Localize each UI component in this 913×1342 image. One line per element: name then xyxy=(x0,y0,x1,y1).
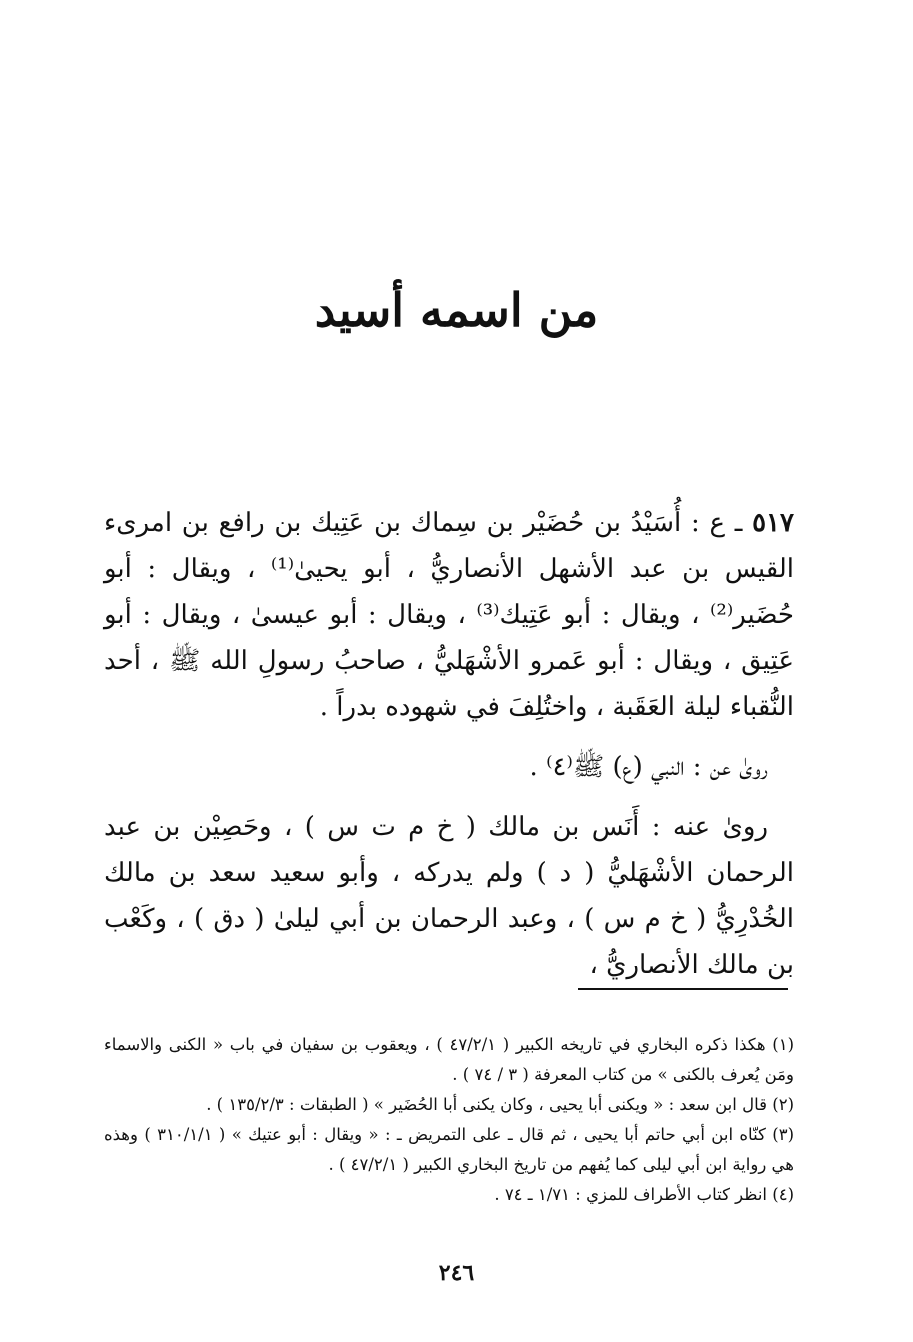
footnote-4: (٤) انظر كتاب الأطراف للمزي : ١/٧١ ـ ٧٤ . xyxy=(494,1185,794,1204)
entry-number: ٥١٧ xyxy=(752,508,794,538)
page-number: ٢٤٦ xyxy=(438,1260,475,1286)
entry-body xyxy=(104,500,794,988)
entry-paragraph-narrated-from: روىٰ عن : النبي (ع) ﷺ⁽٤⁾ . xyxy=(529,752,768,782)
footnotes xyxy=(104,1030,794,1210)
footnote-3: (٣) كنّاه ابن أبي حاتم أبا يحيى ، ثم قال ـ على التمريض ـ : « ويقال : أبو عتيك » ( ٣١٠/١/١ ) وهذه هي رواية ابن أبي ليلى كما يُفهم من تاريخ البخاري الكبير ( ٤٧/٢/١ ) . xyxy=(104,1125,795,1174)
chapter-title: من اسمه أسيد xyxy=(314,283,599,337)
footnote-divider xyxy=(578,988,788,990)
entry-text: ـ ع : أُسَيْدُ بن حُضَيْر بن سِماك بن عَتِيك بن رافع بن امرىء القيس بن عبد الأشهل الأنصاريُّ ، أبو يحيىٰ⁽¹⁾ ، ويقال : أبو حُضَير⁽²⁾ ، ويقال : أبو عَتِيك⁽³⁾ ، ويقال : أبو عيسىٰ ، ويقال : أبو عَتِيق ، ويقال : أبو عَمرو الأشْهَليُّ ، صاحبُ رسولِ الله ﷺ ، أحد النُّقباء ليلة العَقَبة ، واختُلِفَ في شهوده بدراً . xyxy=(104,508,795,722)
entry-paragraph-biography xyxy=(104,500,794,730)
footnote-1: (١) هكذا ذكره البخاري في تاريخه الكبير ( ٤٧/٢/١ ) ، ويعقوب بن سفيان في باب « الكنى والاسماء ومَن يُعرف بالكنى » من كتاب المعرفة ( ٣ / ٧٤ ) . xyxy=(104,1035,794,1084)
entry-paragraph-narrated-by: روىٰ عنه : أَنَس بن مالك ( خ م ت س ) ، وحَصِيْن بن عبد الرحمان الأشْهَليُّ ( د ) ولم يدركه ، وأبو سعيد سعد بن مالك الخُدْرِيُّ ( خ م س ) ، وعبد الرحمان بن أبي ليلىٰ ( دق ) ، وكَعْب بن مالك الأنصاريُّ ، xyxy=(104,812,794,980)
footnote-2: (٢) قال ابن سعد : « ويكنى أبا يحيى ، وكان يكنى أبا الحُضَير » ( الطبقات : ١٣٥/٢/٣ ) . xyxy=(206,1095,794,1114)
